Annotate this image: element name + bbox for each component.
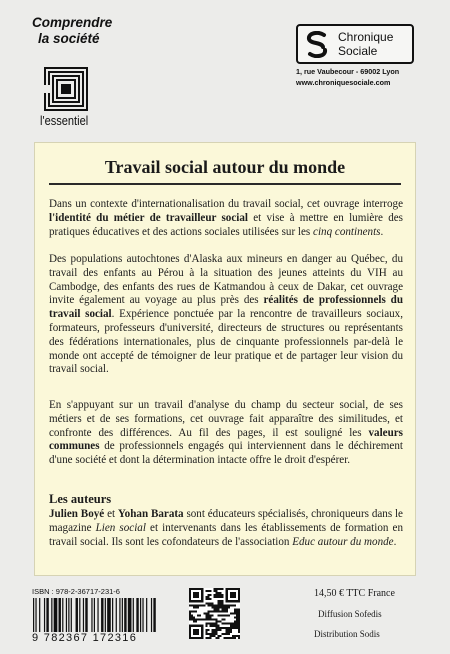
isbn-label: ISBN : 978-2-36717-231-6	[32, 587, 120, 596]
authors-paragraph	[49, 508, 403, 549]
summary-paragraph-2	[49, 253, 403, 377]
p3-bold: valeurs communes	[49, 426, 403, 453]
p3-text-c: de professionnels engagés qui interviennent dans le déchirement d'une société et dont la détermination intacte offre le droit d'espérer.	[49, 440, 403, 467]
author-2-name: Yohan Barata	[117, 508, 184, 520]
p1-bold: l'identité du métier de travailleur social	[49, 211, 248, 224]
authors-text-a: sont éducateurs spécialisés, chroniqueurs dans le magazine	[49, 508, 403, 534]
association-name: Educ autour du monde	[292, 535, 394, 548]
summary-paragraph-1	[49, 198, 403, 239]
p2-text-c: . Expérience ponctuée par la rencontre de travailleurs sociaux, formateurs, professeurs d'université, directeurs de structures ou représentants des fédérations internationales, plus de cinquante professionnels par-delà le monde ont accepté de témoigner de leur pratique et de partager leur vision du travail social.	[49, 308, 403, 376]
p1-text-c: et vise à mettre en lumière des pratiques éducatives et des actions sociales utilisées sur les	[49, 211, 403, 238]
publisher-name-line1: Chronique	[338, 30, 394, 44]
authors-text-c: .	[393, 535, 397, 548]
series-title-line2: la société	[38, 31, 100, 46]
p2-text-a: Des populations autochtones d'Alaska aux mineurs en danger au Québec, du travail des enfants au Pérou à la situation des jeunes atteints du VIH au Cambodge, des enfants des rues de Katmandou à ceux de Dakar, cet ouvrage invite également au voyage au plus près des	[49, 253, 403, 307]
series-logo-icon	[44, 67, 88, 111]
summary-paragraph-3	[49, 399, 403, 468]
price: 14,50 € TTC France	[314, 588, 395, 599]
publisher-website: www.chroniquesociale.com	[296, 78, 391, 87]
publisher-logo	[296, 24, 414, 64]
series-title-line1: Comprendre	[32, 15, 113, 30]
barcode-number: 9 782367 172316	[32, 632, 138, 644]
book-title: Travail social autour du monde	[104, 157, 346, 177]
publisher-street: 1, rue Vaubecour - 69002 Lyon	[296, 67, 400, 76]
author-1-name: Julien Boyé	[49, 508, 105, 520]
p1-text-e: .	[380, 225, 384, 238]
series-subtitle: l'essentiel	[40, 113, 89, 128]
distribution-line-1: Diffusion Sofedis	[318, 609, 382, 619]
summary-panel	[34, 142, 416, 576]
publisher-name	[338, 30, 393, 58]
title-divider	[49, 183, 401, 185]
p1-text-a: Dans un contexte d'internationalisation du travail social, cet ouvrage interroge	[49, 198, 403, 210]
chronique-sociale-logo-icon	[304, 31, 330, 58]
p1-italic: cinq continents	[313, 225, 381, 238]
publisher-name-line2: Sociale	[338, 44, 378, 58]
authors-text-b: et intervenants dans les établissements de formation en travail social. Ils sont les cofondateurs de l'association	[49, 521, 403, 548]
series-title	[32, 15, 112, 47]
publisher-address	[296, 66, 399, 88]
p3-text-a: En s'appuyant sur un travail d'analyse du champ du secteur social, de ses métiers et de ses formations, cet ouvrage fait apparaître des similitudes, et confronte des différences. Au fil des pages, il est souligné les	[49, 399, 403, 439]
barcode-icon	[33, 598, 157, 632]
authors-heading: Les auteurs	[49, 492, 112, 506]
authors-and: et	[104, 508, 118, 520]
p2-bold: réalités de professionnels du travail social	[49, 294, 404, 321]
magazine-name: Lien social	[95, 521, 146, 534]
distribution-line-2: Distribution Sodis	[314, 629, 380, 639]
qr-code-icon	[189, 588, 240, 639]
